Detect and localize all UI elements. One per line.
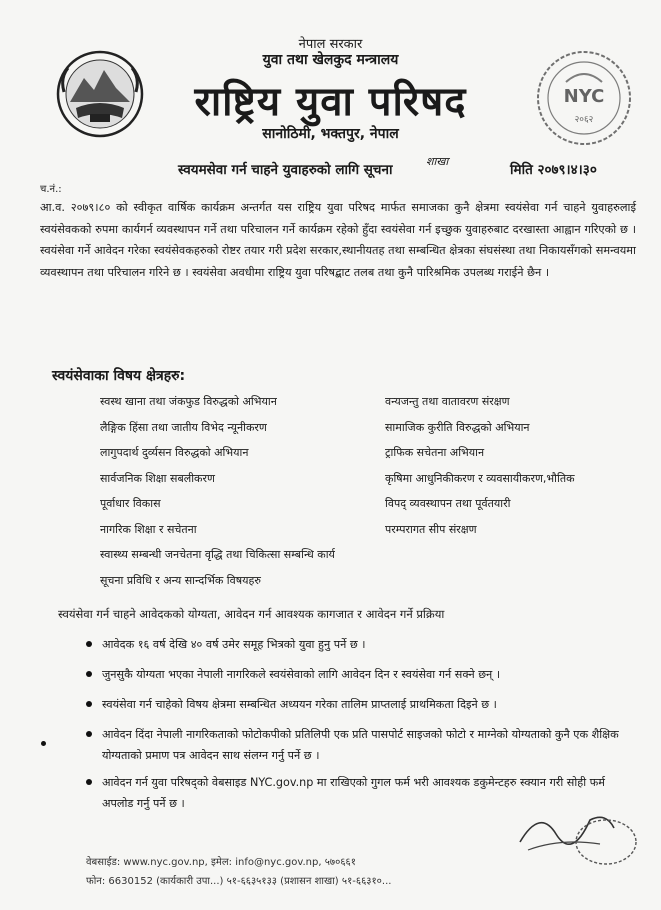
- areas-heading: स्वयंसेवाका विषय क्षेत्रहरु:: [52, 368, 186, 384]
- area-item: विपद् व्यवस्थापन तथा पूर्वतयारी: [385, 497, 511, 510]
- footer-phone-line: फोन: 6630152 (कार्यकारी उपा...) ५१-६६३५१३३ (प्रशासन शाखा) ५१-६६३१०...: [86, 876, 392, 887]
- area-item: ट्राफिक सचेतना अभियान: [385, 446, 485, 459]
- notice-date: [510, 160, 597, 178]
- footer-contact-line: वेबसाईड: www.nyc.gov.np, इमेल: info@nyc.gov.np, ५७०६६१: [86, 857, 356, 868]
- area-row: [100, 496, 660, 522]
- area-item: सामाजिक कुरीति विरुद्धको अभियान: [385, 420, 530, 434]
- notice-subject: स्वयमसेवा गर्न चाहने युवाहरुको लागि सूचना: [178, 162, 393, 178]
- requirement-item: स्वयंसेवा गर्न चाहेको विषय क्षेत्रमा सम्बन्धित अध्ययन गरेका तालिम प्राप्तलाई प्राथमिकता दिइने छ ।: [86, 694, 636, 715]
- council-name: राष्ट्रिय युवा परिषद: [194, 79, 467, 125]
- area-item: स्वास्थ्य सम्बन्धी जनचेतना वृद्धि तथा चिकित्सा सम्बन्धि कार्य: [100, 548, 335, 561]
- svg-text:NYC: NYC: [563, 86, 605, 107]
- areas-list: [100, 394, 660, 598]
- area-item: लैङ्गिक हिंसा तथा जातीय विभेद न्यूनीकरण: [100, 420, 267, 434]
- area-row: [100, 573, 660, 599]
- area-row: [100, 547, 660, 573]
- council-address: सानोठिमी, भक्तपुर, नेपाल: [262, 126, 399, 142]
- area-item: परम्परागत सीप संरक्षण: [385, 522, 477, 536]
- government-name: नेपाल सरकार: [298, 37, 363, 52]
- process-heading: स्वयंसेवा गर्न चाहने आवेदकको योग्यता, आवेदन गर्न आवश्यक कागजात र आवेदन गर्ने प्रक्रिया: [58, 607, 445, 621]
- area-item: स्वस्थ खाना तथा जंकफुड विरुद्धको अभियान: [100, 395, 277, 408]
- area-row: [100, 522, 660, 548]
- nyc-seal-icon: [532, 46, 636, 150]
- requirement-item: जुनसुकै योग्यता भएका नेपाली नागरिकले स्वयंसेवाको लागि आवेदन दिन र स्वयंसेवा गर्न सक्ने छन् ।: [86, 664, 636, 685]
- area-item: वन्यजन्तु तथा वातावरण संरक्षण: [385, 395, 510, 408]
- ministry-name: युवा तथा खेलकुद मन्त्रालय: [262, 52, 399, 68]
- area-row: [100, 445, 660, 471]
- area-item: सार्वजनिक शिक्षा सबलीकरण: [100, 471, 215, 485]
- requirement-item: आवेदन दिंदा नेपाली नागरिकताको फोटोकपीको प्रतिलिपी एक प्रति पासपोर्ट साइजको फोटो र माग्नेको योग्यताको कुनै एक शैक्षिक योग्यताको प्रमाण पत्र आवेदन साथ संलग्न गर्नु पर्ने छ ।: [86, 724, 636, 766]
- area-row: [100, 420, 660, 446]
- area-item: कृषिमा आधुनिकीकरण र व्यवसायीकरण,भौतिक: [385, 471, 575, 485]
- area-row: [100, 394, 660, 420]
- area-item: पूर्वाधार विकास: [100, 497, 161, 510]
- handwritten-note: शाखा: [426, 155, 449, 168]
- reference-number-label: च.नं.:: [40, 184, 62, 195]
- area-item: सूचना प्रविधि र अन्य सान्दर्भिक विषयहरु: [100, 573, 261, 587]
- margin-dot: [41, 741, 46, 746]
- notice-body: आ.व. २०७९।८० को स्वीकृत वार्षिक कार्यक्रम अन्तर्गत यस राष्ट्रिय युवा परिषद मार्फत समाजका कुनै क्षेत्रमा स्वयंसेवा गर्न चाहने युवाहरुलाई स्वयंसेवकको रुपमा कार्यगर्न व्यवस्थापन गर्ने तथा परिचालन गर्ने कार्यक्रम रहेको हुँदा स्वयंसेवा गर्न इच्छुक युवाहरुबाट दरखास्ता आह्वान गरिएको छ । स्वयंसेवा गर्ने आवेदन गरेका स्वयंसेवकहरुको रोष्टर तयार गरी प्रदेश सरकार,स्थानीयतह तथा सम्बन्धित क्षेत्रका संघसंस्था तथा निकायसँगको समन्वयमा व्यवस्थापन तथा परिचालन गरिने छ । स्वयंसेवा अवधीमा राष्ट्रिय युवा परिषद्बाट तलब तथा कुनै पारिश्रमिक उपलब्ध गराईने छैन ।: [40, 201, 636, 279]
- date-label: मिति: [510, 162, 533, 178]
- area-row: [100, 471, 660, 497]
- requirement-item: आवेदक १६ वर्ष देखि ४० वर्ष उमेर समूह भित्रको युवा हुनु पर्ने छ ।: [86, 634, 636, 655]
- requirement-item: आवेदन गर्न युवा परिषद्को वेबसाइड NYC.gov.np मा राखिएको गुगल फर्म भरी आवश्यक डकुमेन्टहरु स्क्यान गरी सोही फर्म अपलोड गर्नु पर्ने छ ।: [86, 772, 636, 814]
- date-value: २०७९।४।३०: [537, 162, 597, 178]
- area-item: नागरिक शिक्षा र सचेतना: [100, 522, 197, 536]
- requirements-list: [86, 634, 636, 820]
- area-item: लागुपदार्थ दुर्व्यसन विरुद्धको अभियान: [100, 446, 249, 459]
- svg-text:२०६२: २०६२: [574, 115, 594, 125]
